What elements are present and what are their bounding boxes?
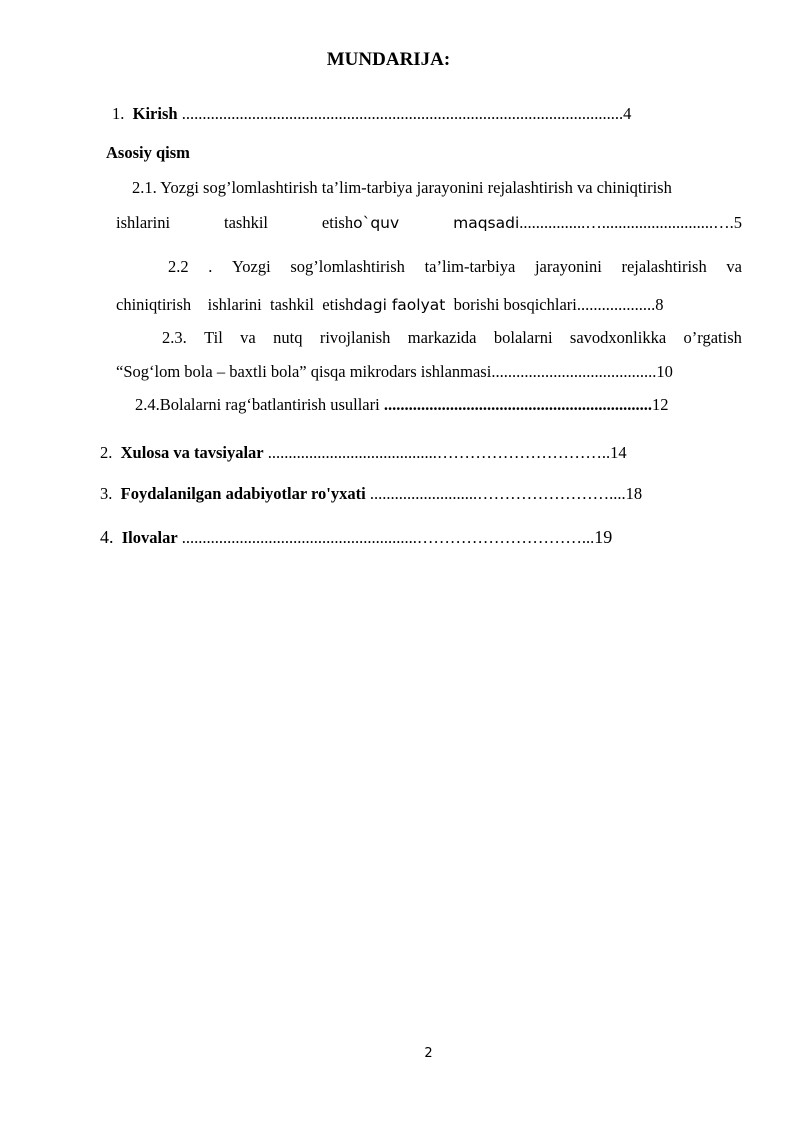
- toc-dots: ........................................: [491, 362, 657, 381]
- toc-page: 12: [651, 395, 669, 414]
- toc-dots: .........................................................…………………………...: [177, 528, 595, 547]
- toc-word: etish: [321, 213, 354, 232]
- toc-page: 8: [655, 295, 664, 314]
- toc-word: va: [726, 257, 742, 276]
- toc-word: o`quv: [353, 214, 400, 232]
- toc-label: Xulosa va tavsiyalar: [120, 443, 264, 462]
- toc-entry-2-2-line1: [168, 257, 742, 277]
- toc-word: ishlarini: [116, 213, 171, 232]
- toc-entry-foydalanilgan: [100, 484, 642, 504]
- toc-entry-ilovalar: [100, 527, 612, 548]
- toc-word: ishlarini: [207, 295, 262, 314]
- toc-page: 10: [656, 362, 673, 381]
- toc-entry-2-4: [135, 395, 668, 415]
- section-heading-asosiy: Asosiy qism: [106, 143, 190, 162]
- page-title: MUNDARIJA:: [326, 49, 451, 70]
- toc-word: markazida: [407, 328, 477, 347]
- toc-word: nutq: [273, 328, 303, 347]
- toc-entry-xulosa: [100, 443, 627, 463]
- toc-number: 3.: [100, 484, 113, 503]
- toc-number: 1.: [112, 104, 125, 123]
- toc-entry-2-1-line2: [116, 213, 742, 233]
- toc-number: 2.4: [135, 395, 156, 414]
- page-number: 2: [424, 1046, 433, 1061]
- toc-word: tashkil: [224, 213, 268, 232]
- toc-word: etish: [322, 295, 354, 314]
- toc-label: .Bolalarni rag‘batlantirish usullari: [155, 395, 380, 414]
- toc-word: borishi bosqichlari: [453, 295, 577, 314]
- toc-word: bolalarni: [493, 328, 553, 347]
- toc-number: 4.: [100, 527, 114, 547]
- toc-word: jarayonini: [534, 257, 602, 276]
- toc-word: dagi faolyat: [353, 296, 446, 314]
- toc-dots: .................................................................: [379, 395, 652, 414]
- toc-entry-2-3-line1: [162, 328, 742, 348]
- toc-label: Foydalanilgan adabiyotlar ro'yxati: [120, 484, 366, 503]
- toc-word: va: [240, 328, 256, 347]
- toc-entry-2-2-line2: [116, 295, 663, 315]
- toc-page: 19: [594, 527, 613, 547]
- toc-word: sog’lomlashtirish: [290, 257, 405, 276]
- toc-word: 2.2: [168, 257, 189, 276]
- toc-word: rivojlanish: [319, 328, 391, 347]
- toc-dots: ................…...........................….: [519, 213, 734, 232]
- toc-page: 4: [623, 104, 632, 123]
- toc-word: Yozgi: [232, 257, 271, 276]
- toc-number: 2.: [100, 443, 113, 462]
- toc-entry-kirish: [112, 104, 631, 124]
- toc-word: savodxonlikka: [569, 328, 667, 347]
- toc-label: “Sog‘lom bola – baxtli bola” qisqa mikrodars ishlanmasi: [116, 362, 492, 381]
- toc-word: o’rgatish: [683, 328, 742, 347]
- toc-word: 2.3.: [162, 328, 187, 347]
- toc-page: 5: [733, 213, 742, 232]
- toc-dots: ...........................................................................................................: [177, 104, 624, 123]
- toc-word: .: [208, 257, 213, 276]
- toc-word: rejalashtirish: [621, 257, 707, 276]
- toc-page: 18: [625, 484, 643, 503]
- toc-dots: ..........................……………………....: [365, 484, 626, 503]
- toc-dots: .........................................…………………………..: [263, 443, 611, 462]
- toc-word: maqsadi: [453, 214, 520, 232]
- toc-dots: ...................: [576, 295, 656, 314]
- toc-entry-2-1-line1: 2.1. Yozgi sog’lomlashtirish ta’lim-tarbiya jarayonini rejalashtirish va chiniqtirish: [132, 178, 672, 197]
- toc-word: ta’lim-tarbiya: [424, 257, 516, 276]
- toc-entry-2-3-line2: [116, 362, 673, 382]
- toc-label: Ilovalar: [121, 528, 178, 547]
- toc-word: Til: [204, 328, 223, 347]
- toc-word: tashkil: [270, 295, 314, 314]
- toc-page: 14: [610, 443, 627, 462]
- toc-word: chiniqtirish: [116, 295, 192, 314]
- toc-label: Kirish: [132, 104, 178, 123]
